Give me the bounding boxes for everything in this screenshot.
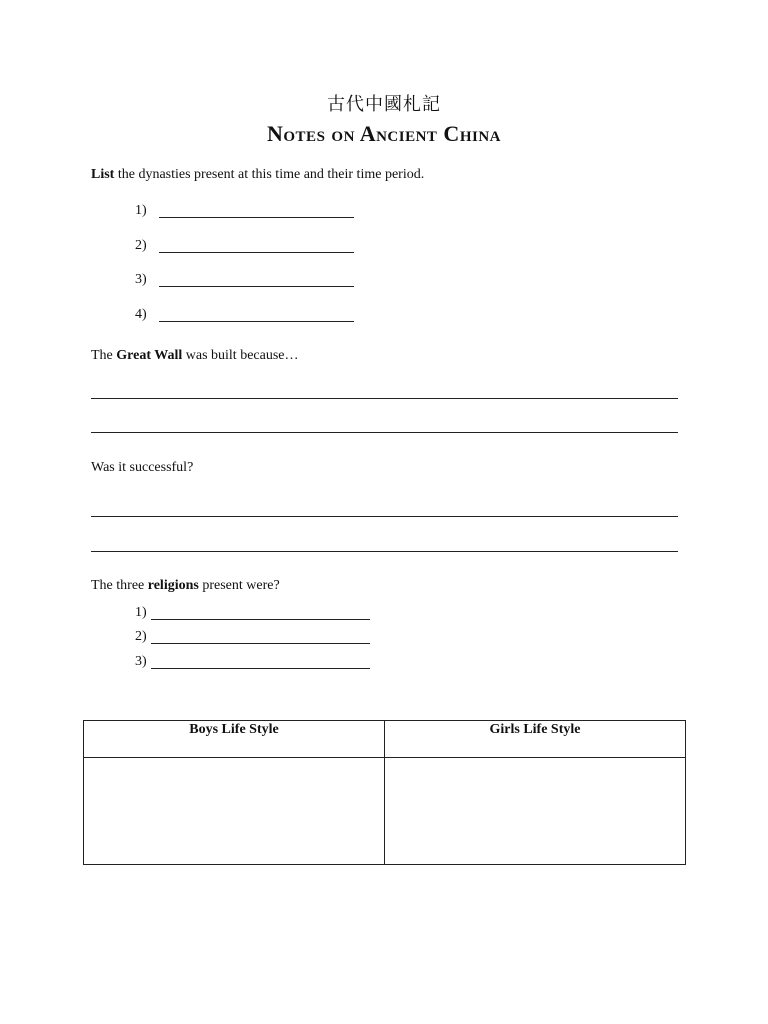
success-prompt: Was it successful? [91, 460, 194, 475]
lifestyle-table-body-row [84, 758, 686, 865]
dynasty-item-2-blank[interactable] [159, 252, 354, 253]
lifestyle-table [83, 720, 686, 865]
great-wall-prompt-pre: The [91, 348, 117, 363]
dynasty-item-3-number: 3) [135, 272, 147, 287]
dynasty-item-4-number: 4) [135, 307, 147, 322]
great-wall-prompt [91, 348, 299, 364]
religions-prompt-post: present were? [198, 578, 280, 593]
dynasties-prompt [91, 167, 424, 183]
dynasty-item-4-blank[interactable] [159, 321, 354, 322]
girls-lifestyle-header: Girls Life Style [385, 721, 686, 758]
religion-item-1-blank[interactable] [151, 619, 370, 620]
dynasty-item-2-number: 2) [135, 238, 147, 253]
dynasty-item-3-blank[interactable] [159, 286, 354, 287]
great-wall-answer-line-1[interactable] [91, 398, 678, 399]
religion-item-1-number: 1) [135, 605, 147, 620]
dynasties-prompt-bold: List [91, 167, 115, 182]
great-wall-prompt-bold: Great Wall [116, 348, 183, 363]
boys-lifestyle-header: Boys Life Style [84, 721, 385, 758]
girls-lifestyle-cell[interactable] [385, 758, 686, 865]
boys-lifestyle-cell[interactable] [84, 758, 385, 865]
great-wall-answer-line-2[interactable] [91, 432, 678, 433]
religion-item-2-blank[interactable] [151, 643, 370, 644]
religions-prompt [91, 578, 280, 594]
religions-prompt-pre: The three [91, 578, 148, 593]
dynasties-prompt-text: the dynasties present at this time and their time period. [114, 167, 425, 182]
success-answer-line-1[interactable] [91, 516, 678, 517]
religions-prompt-bold: religions [147, 578, 199, 593]
chinese-title: 古代中國札記 [327, 94, 441, 115]
success-answer-line-2[interactable] [91, 551, 678, 552]
religion-item-2-number: 2) [135, 629, 147, 644]
dynasty-item-1-blank[interactable] [159, 217, 354, 218]
great-wall-prompt-post: was built because… [182, 348, 299, 363]
dynasty-item-1-number: 1) [135, 203, 147, 218]
religion-item-3-blank[interactable] [151, 668, 370, 669]
lifestyle-table-header-row [84, 721, 686, 758]
page-title: Notes on Ancient China [267, 121, 501, 146]
religion-item-3-number: 3) [135, 654, 147, 669]
